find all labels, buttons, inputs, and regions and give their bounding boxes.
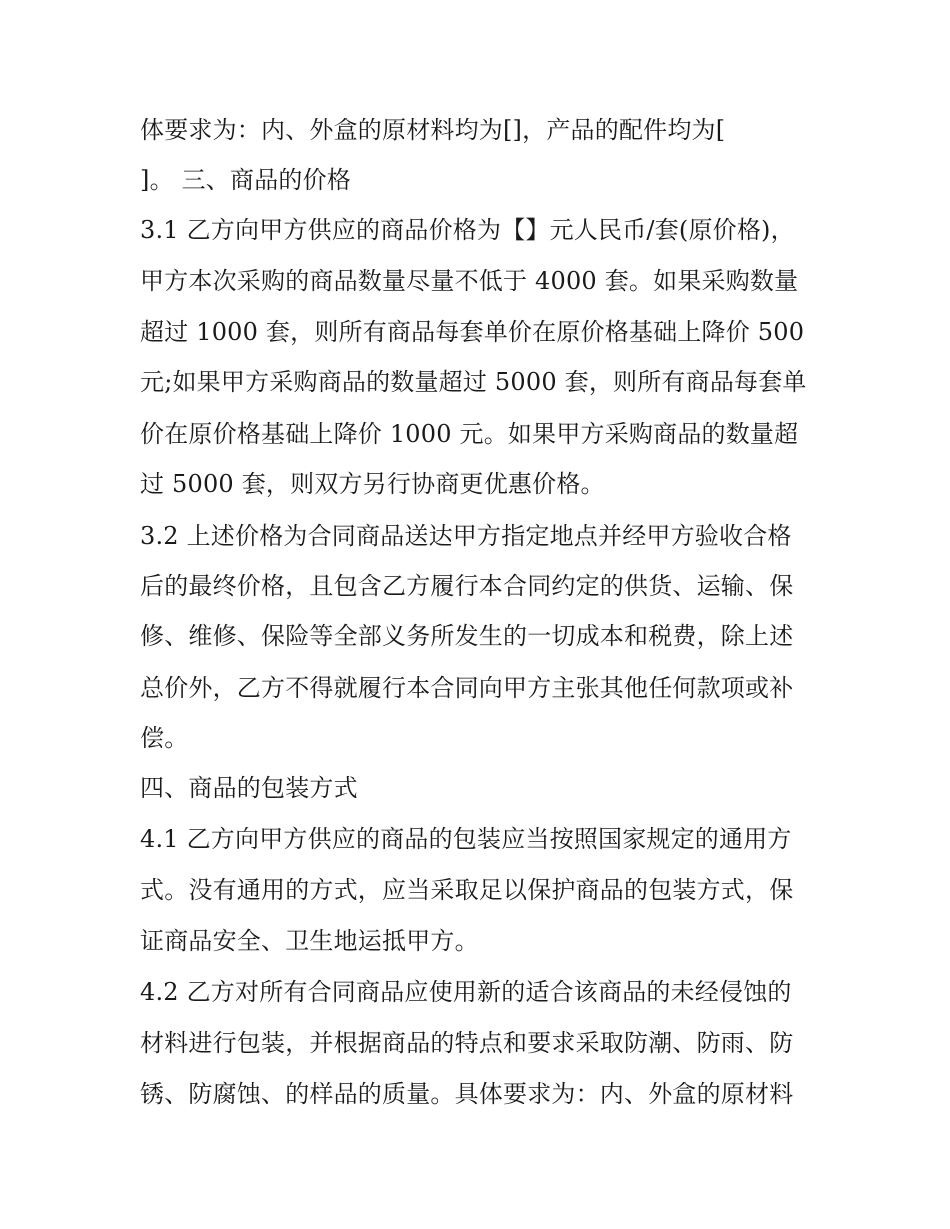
text-line: 证商品安全、卫生地运抵甲方。 [140, 927, 479, 955]
section-heading: 四、商品的包装方式 [140, 774, 358, 802]
text-line: 锈、防腐蚀、的样品的质量。具体要求为：内、外盒的原材料 [140, 1080, 794, 1108]
text-line: 4.2 乙方对所有合同商品应使用新的适合该商品的未经侵蚀的 [140, 978, 792, 1006]
text-line: 后的最终价格，且包含乙方履行本合同约定的供货、运输、保 [140, 572, 794, 600]
text-line: 价在原价格基础上降价 1000 元。如果甲方采购商品的数量超 [140, 420, 799, 448]
text-line: 过 5000 套，则双方另行协商更优惠价格。 [140, 470, 605, 498]
text-line: 式。没有通用的方式，应当采取足以保护商品的包装方式，保 [140, 876, 794, 904]
text-line: 甲方本次采购的商品数量尽量不低于 4000 套。如果采购数量 [140, 267, 799, 295]
text-line: 修、维修、保险等全部义务所发生的一切成本和税费，除上述 [140, 622, 794, 650]
text-line: ]。 三、商品的价格 [140, 166, 351, 194]
text-line: 材料进行包装，并根据商品的特点和要求采取防潮、防雨、防 [140, 1029, 794, 1057]
text-line: 3.1 乙方向甲方供应的商品价格为【】元人民币/套(原价格)， [140, 216, 795, 244]
text-line: 总价外，乙方不得就履行本合同向甲方主张其他任何款项或补 [140, 674, 794, 702]
text-line: 4.1 乙方向甲方供应的商品的包装应当按照国家规定的通用方 [140, 825, 792, 853]
text-line: 元;如果甲方采购商品的数量超过 5000 套，则所有商品每套单 [140, 368, 807, 396]
text-line: 3.2 上述价格为合同商品送达甲方指定地点并经甲方验收合格 [140, 522, 792, 550]
text-line: 偿。 [140, 724, 189, 752]
text-line: 体要求为：内、外盒的原材料均为[]，产品的配件均为[ [140, 116, 726, 144]
text-line: 超过 1000 套，则所有商品每套单价在原价格基础上降价 500 [140, 318, 805, 346]
